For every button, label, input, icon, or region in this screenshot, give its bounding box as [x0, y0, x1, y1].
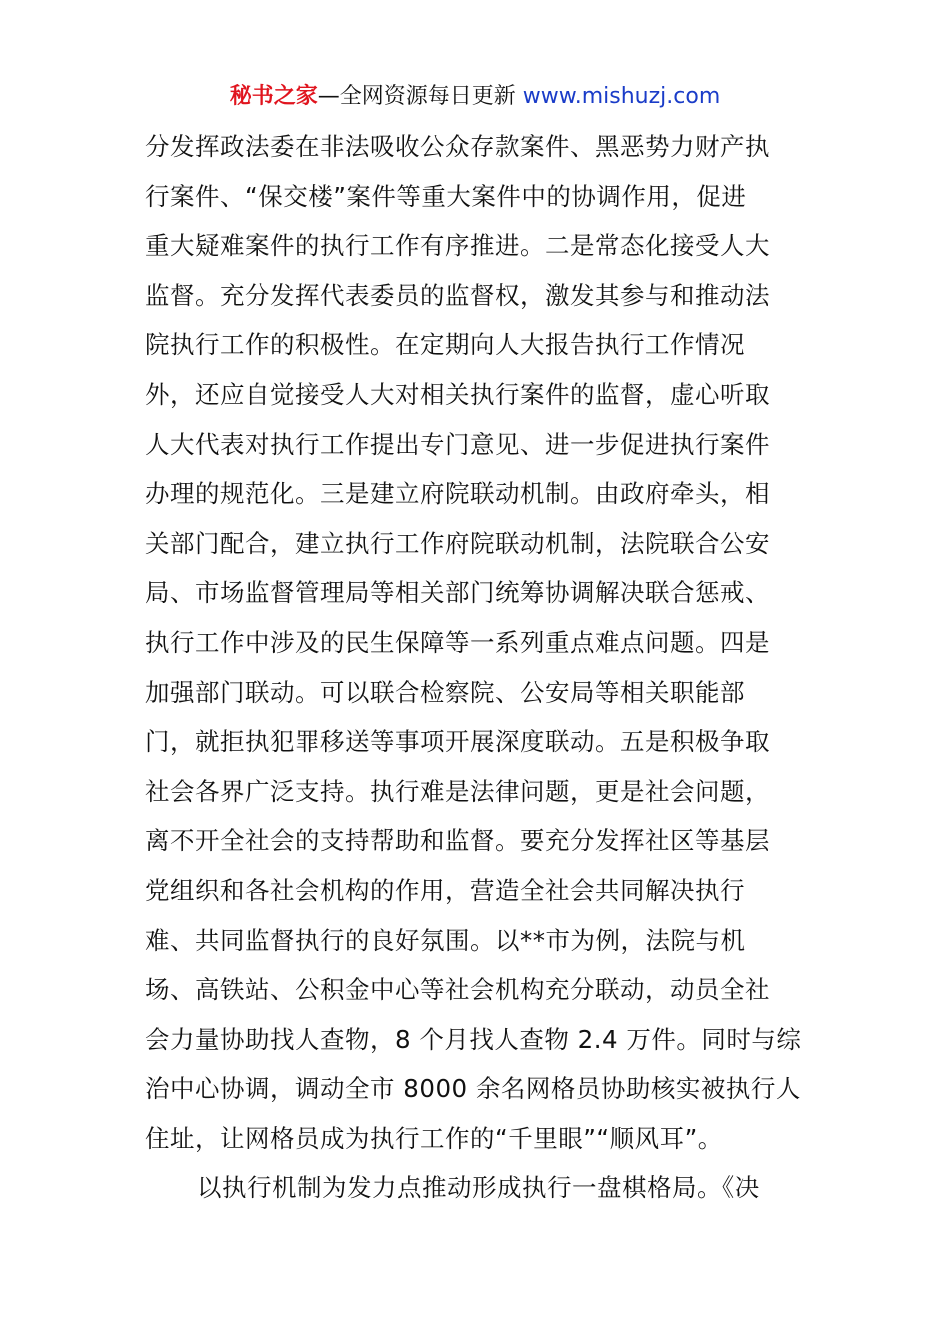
- site-brand: 秘书之家: [229, 84, 318, 109]
- text-line: 行案件、“保交楼”案件等重大案件中的协调作用，促进: [145, 181, 747, 211]
- text-line: 外，还应自觉接受人大对相关执行案件的监督，虚心听取: [145, 379, 770, 409]
- text-line: 治中心协调，调动全市 8000 余名网格员协助核实被执行人: [145, 1074, 801, 1104]
- text-line: 会力量协助找人查物，8 个月找人查物 2.4 万件。同时与综: [145, 1024, 802, 1054]
- text-line: 场、高铁站、公积金中心等社会机构充分联动，动员全社: [145, 975, 770, 1005]
- text-line: 离不开全社会的支持帮助和监督。要充分发挥社区等基层: [145, 826, 770, 856]
- text-line: 监督。充分发挥代表委员的监督权，激发其参与和推动法: [145, 280, 770, 310]
- text-line: 难、共同监督执行的良好氛围。以**市为例，法院与机: [145, 925, 746, 955]
- text-line: 院执行工作的积极性。在定期向人大报告执行工作情况: [145, 330, 745, 360]
- text-line: 办理的规范化。三是建立府院联动机制。由政府牵头，相: [145, 479, 770, 509]
- document-body: [145, 122, 810, 1213]
- text-line: 社会各界广泛支持。执行难是法律问题，更是社会问题，: [145, 776, 770, 806]
- site-header: [0, 80, 950, 114]
- text-line: 住址，让网格员成为执行工作的“千里眼”“顺风耳”。: [145, 1123, 723, 1153]
- text-line: 门，就拒执犯罪移送等事项开展深度联动。五是积极争取: [145, 727, 770, 757]
- text-line: 执行工作中涉及的民生保障等一系列重点难点问题。四是: [145, 627, 770, 657]
- text-line: 局、市场监督管理局等相关部门统筹协调解决联合惩戒、: [145, 578, 770, 608]
- text-line: 重大疑难案件的执行工作有序推进。二是常态化接受人大: [145, 231, 770, 261]
- paragraph-start-line: 以执行机制为发力点推动形成执行一盘棋格局。《决: [197, 1173, 760, 1203]
- site-url[interactable]: www.mishuzj.com: [522, 84, 721, 109]
- text-line: 关部门配合，建立执行工作府院联动机制，法院联合公安: [145, 528, 770, 558]
- site-tagline: —全网资源每日更新: [317, 84, 523, 109]
- text-line: 人大代表对执行工作提出专门意见、进一步促进执行案件: [145, 429, 770, 459]
- text-line: 党组织和各社会机构的作用，营造全社会共同解决执行: [145, 875, 745, 905]
- text-line: 加强部门联动。可以联合检察院、公安局等相关职能部: [145, 677, 745, 707]
- text-line: 分发挥政法委在非法吸收公众存款案件、黑恶势力财产执: [145, 132, 770, 161]
